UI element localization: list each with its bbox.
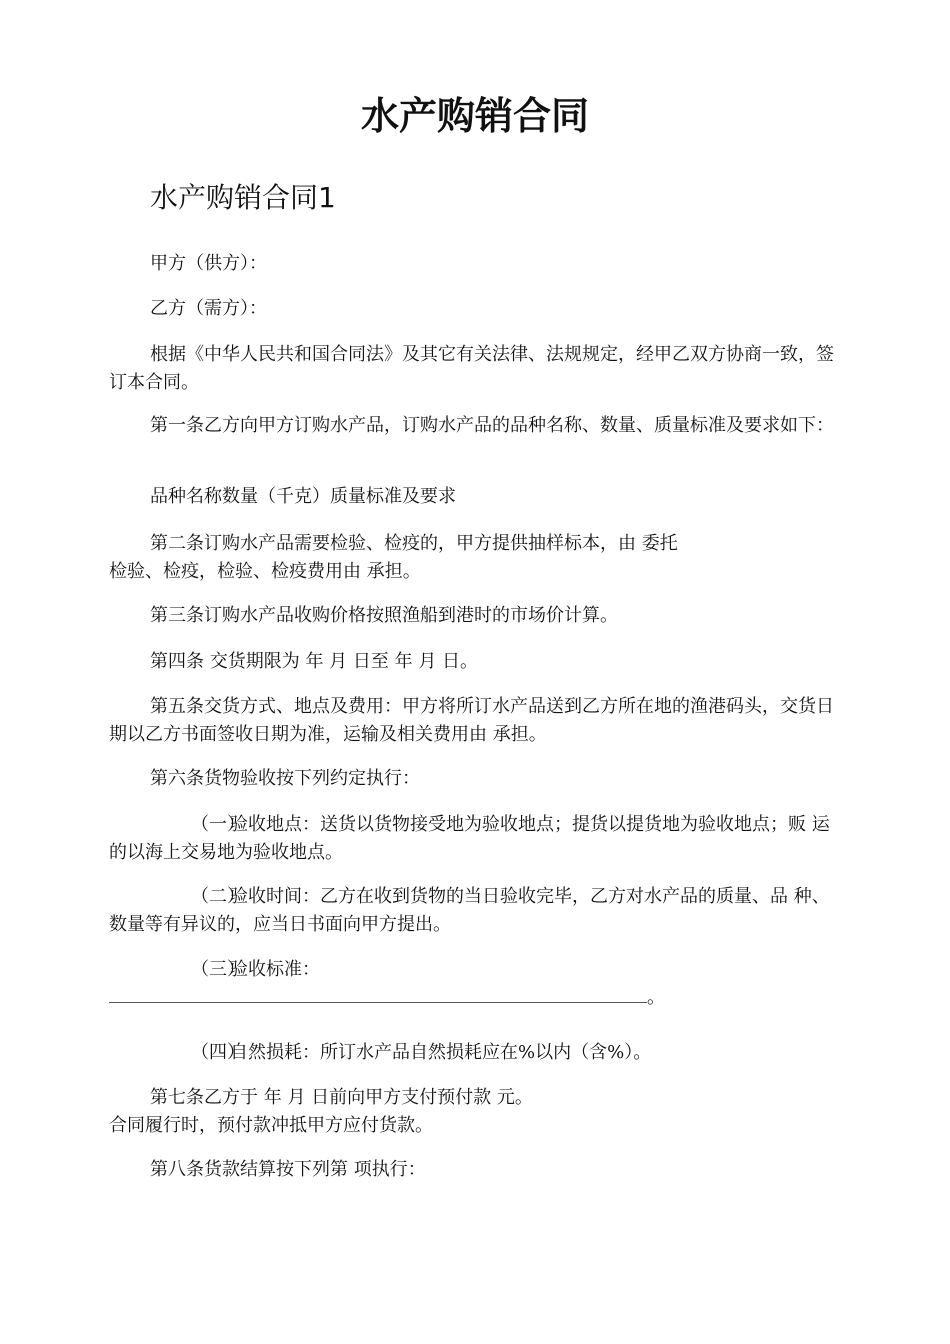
section-heading: 水产购销合同1 bbox=[150, 181, 336, 214]
document-title: 水产购销合同 bbox=[360, 94, 589, 138]
article-1-paragraph: 第一条乙方向甲方订购水产品，订购水产品的品种名称、数量、质量标准及要求如下： bbox=[150, 415, 834, 436]
article-8-paragraph: 第八条货款结算按下列第 项执行： bbox=[150, 1159, 426, 1180]
article-2-line-1: 第二条订购水产品需要检验、检疫的，甲方提供抽样标本，由 委托 bbox=[150, 533, 678, 554]
clause-3-blank-line bbox=[109, 984, 844, 1012]
article-7-line-1: 第七条乙方于 年 月 日前向甲方支付预付款 元。 bbox=[150, 1087, 533, 1108]
article-3-paragraph: 第三条订购水产品收购价格按照渔船到港时的市场价计算。 bbox=[150, 605, 618, 626]
clause-1-text: 验收地点：送货以货物接受地为验收地点；提货以提货地为验收地点；贩 运的以海上交易地为验收地点。 bbox=[109, 814, 830, 863]
article-2-paragraph bbox=[109, 530, 844, 586]
clause-1-number: （一） bbox=[191, 814, 245, 835]
goods-table-header: 品种名称数量（千克）质量标准及要求 bbox=[150, 486, 456, 507]
clause-3-paragraph bbox=[109, 956, 844, 1012]
article-6-paragraph: 第六条货物验收按下列约定执行： bbox=[150, 768, 420, 789]
clause-1-paragraph bbox=[109, 811, 844, 867]
preamble-paragraph: 根据《中华人民共和国合同法》及其它有关法律、法规规定，经甲乙双方协商一致，签订本合同。 bbox=[109, 344, 834, 393]
clause-4-text: 自然损耗：所订水产品自然损耗应在%以内（含%）。 bbox=[230, 1042, 652, 1063]
clause-2-paragraph bbox=[109, 883, 844, 939]
fill-in-blank bbox=[109, 984, 647, 1003]
clause-2-text: 验收时间：乙方在收到货物的当日验收完毕，乙方对水产品的质量、品 种、数量等有异议的，应当日书面向甲方提出。 bbox=[109, 886, 830, 935]
article-4-paragraph: 第四条 交货期限为 年 月 日至 年 月 日。 bbox=[150, 651, 479, 672]
article-7-line-2: 合同履行时，预付款冲抵甲方应付货款。 bbox=[109, 1115, 433, 1136]
clause-4-paragraph bbox=[109, 1039, 844, 1067]
clause-2-number: （二） bbox=[191, 886, 245, 907]
party-a-line: 甲方（供方）： bbox=[150, 253, 267, 274]
party-b-line: 乙方（需方）： bbox=[150, 298, 267, 319]
article-5-paragraph: 第五条交货方式、地点及费用：甲方将所订水产品送到乙方所在地的渔港码头，交货日期以乙方书面签收日期为准，运输及相关费用由 承担。 bbox=[109, 696, 834, 745]
clause-3-text: 验收标准： bbox=[230, 959, 320, 980]
clause-4-number: （四） bbox=[191, 1042, 245, 1063]
article-7-paragraph bbox=[109, 1084, 844, 1140]
clause-3-number: （三） bbox=[191, 959, 245, 980]
article-2-line-2: 检验、检疫，检验、检疫费用由 承担。 bbox=[109, 561, 421, 582]
clause-3-end-mark: 。 bbox=[647, 987, 665, 1008]
